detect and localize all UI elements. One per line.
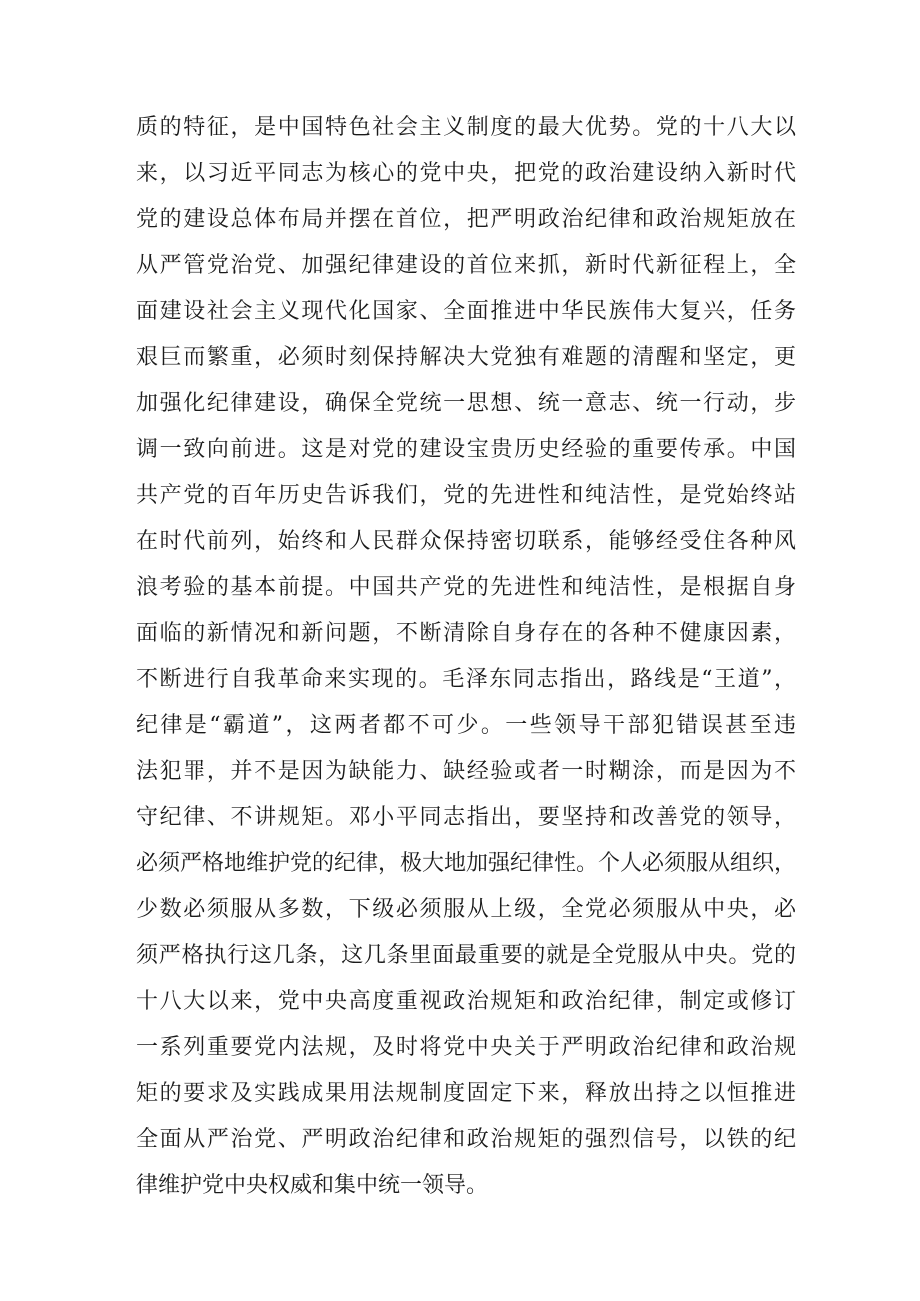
text-line: 浪考验的基本前提。中国共产党的先进性和纯洁性，是根据自身 [136,575,796,600]
text-line: 在时代前列，始终和人民群众保持密切联系，能够经受住各种风 [136,529,796,554]
text-line: 矩的要求及实践成果用法规制度固定下来，释放出持之以恒推进 [136,1081,796,1106]
text-line: 调一致向前进。这是对党的建设宝贵历史经验的重要传承。中国 [136,437,796,462]
body-paragraph [136,105,796,1209]
text-line: 面临的新情况和新问题，不断清除自身存在的各种不健康因素， [136,621,796,646]
text-line: 须严格执行这几条，这几条里面最重要的就是全党服从中央。党的 [136,943,796,968]
text-line: 必须严格地维护党的纪律，极大地加强纪律性。个人必须服从组织， [136,851,796,876]
text-line: 艰巨而繁重，必须时刻保持解决大党独有难题的清醒和坚定，更 [136,345,796,370]
text-line: 共产党的百年历史告诉我们，党的先进性和纯洁性，是党始终站 [136,483,796,508]
text-line: 十八大以来，党中央高度重视政治规矩和政治纪律，制定或修订 [136,989,796,1014]
text-line: 质的特征，是中国特色社会主义制度的最大优势。党的十八大以 [136,115,796,140]
text-line: 纪律是“霸道”，这两者都不可少。一些领导干部犯错误甚至违 [136,713,796,738]
text-line-last: 律维护党中央权威和集中统一领导。 [136,1173,489,1198]
text-line: 党的建设总体布局并摆在首位，把严明政治纪律和政治规矩放在 [136,207,796,232]
text-line: 全面从严治党、严明政治纪律和政治规矩的强烈信号，以铁的纪 [136,1127,796,1152]
text-line: 少数必须服从多数，下级必须服从上级，全党必须服从中央，必 [136,897,796,922]
text-line: 守纪律、不讲规矩。邓小平同志指出，要坚持和改善党的领导， [136,805,796,830]
text-line: 不断进行自我革命来实现的。毛泽东同志指出，路线是“王道”， [136,667,796,692]
text-line: 法犯罪，并不是因为缺能力、缺经验或者一时糊涂，而是因为不 [136,759,796,784]
text-line: 加强化纪律建设，确保全党统一思想、统一意志、统一行动，步 [136,391,796,416]
text-line: 从严管党治党、加强纪律建设的首位来抓，新时代新征程上，全 [136,253,796,278]
text-line: 来，以习近平同志为核心的党中央，把党的政治建设纳入新时代 [136,161,796,186]
text-line: 一系列重要党内法规，及时将党中央关于严明政治纪律和政治规 [136,1035,796,1060]
text-line: 面建设社会主义现代化国家、全面推进中华民族伟大复兴，任务 [136,299,796,324]
